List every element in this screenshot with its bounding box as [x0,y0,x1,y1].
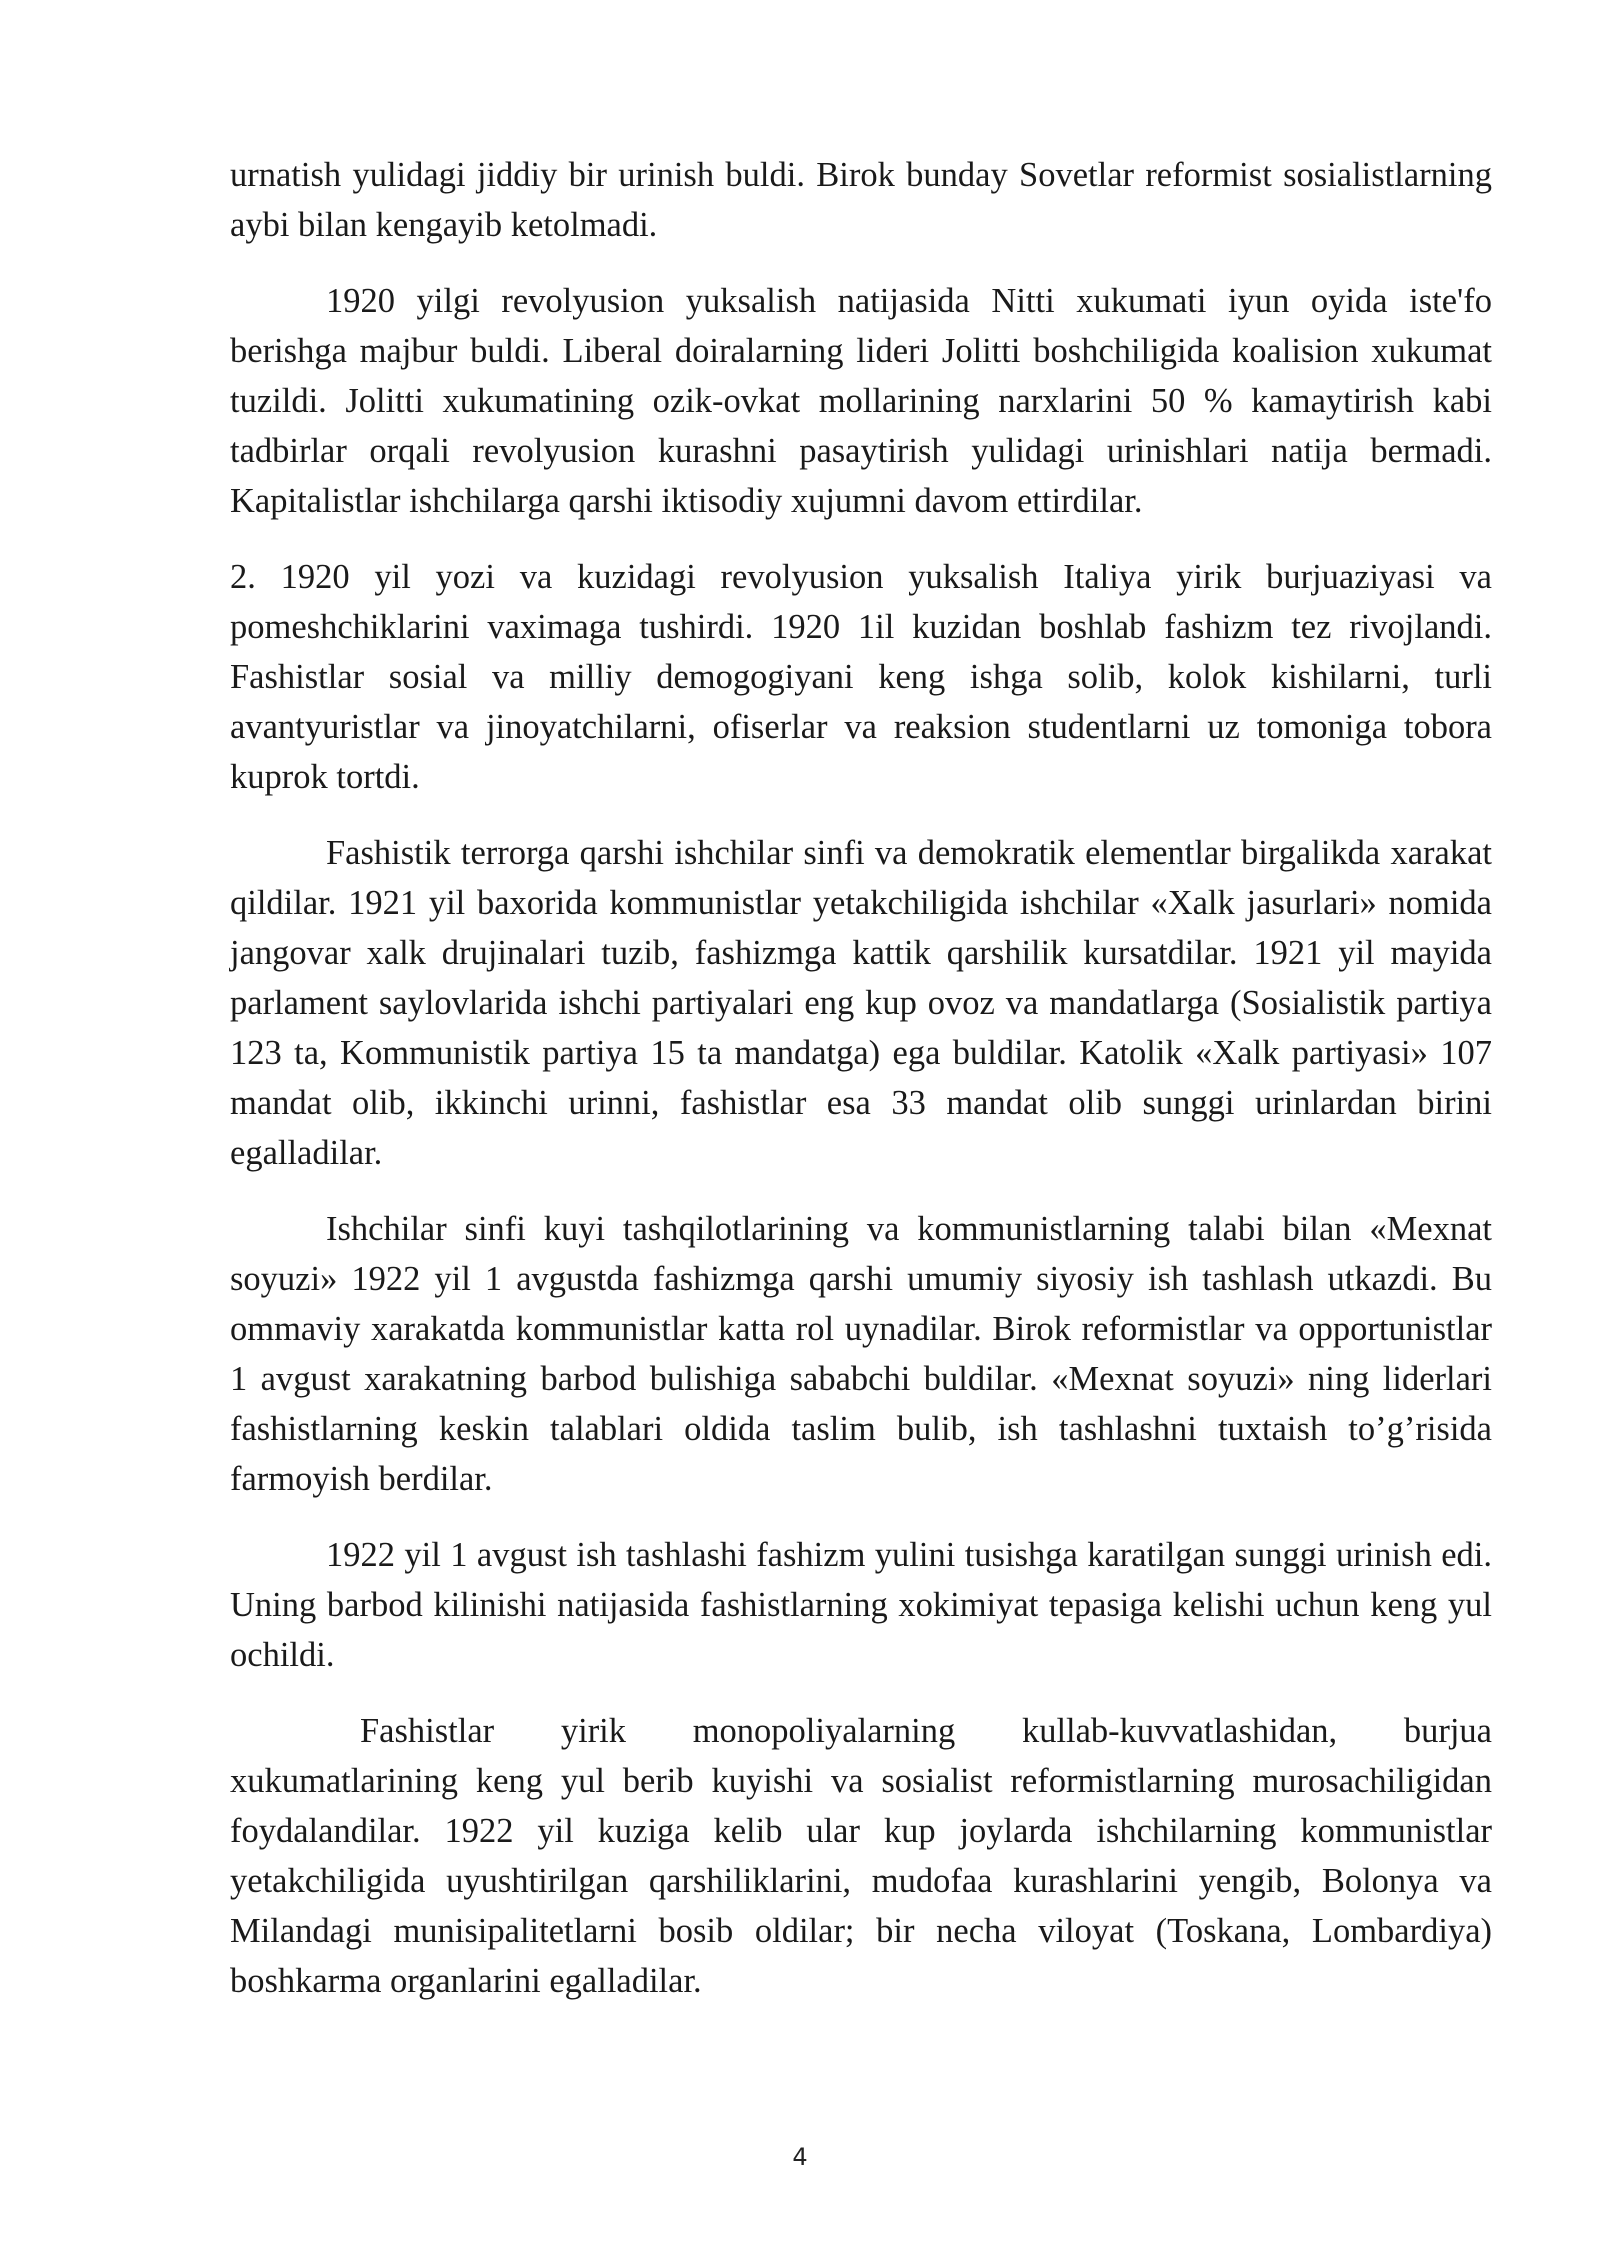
paragraph-1: urnatish yulidagi jiddiy bir urinish buldi. Birok bunday Sovetlar reformist sosialistlarning aybi bilan kengayib ketolmadi. [230,156,1492,244]
document-body [230,150,1492,2032]
paragraph-7: Fashistlar yirik monopoliyalarning kullab-kuvvatlashidan, burjua xukumatlarining keng yul berib kuyishi va sosialist reformistlarning murosachiligidan foydalandilar. 1922 yil kuziga kelib ular kup joylarda ishchilarning kommunistlar yetakchiligida uyushtirilgan qarshiliklarini, mudofaa kurashlarini yengib, Bolonya va Milandagi munisipalitetlarni bosib oldilar; bir necha viloyat (Toskana, Lombardiya) boshkarma organlarini egalladilar. [230,1712,1492,2000]
page-number: 4 [792,2143,808,2171]
paragraph-3: 2. 1920 yil yozi va kuzidagi revolyusion yuksalish Italiya yirik burjuaziyasi va pomeshchiklarini vaximaga tushirdi. 1920 1il kuzidan boshlab fashizm tez rivojlandi. Fashistlar sosial va milliy demogogiyani keng ishga solib, kolok kishilarni, turli avantyuristlar va jinoyatchilarni, ofiserlar va reaksion studentlarni uz tomoniga tobora kuprok tortdi. [230,558,1492,796]
paragraph-2: 1920 yilgi revolyusion yuksalish natijasida Nitti xukumati iyun oyida iste'fo berishga majbur buldi. Liberal doiralarning lideri Jolitti boshchiligida koalision xukumat tuzildi. Jolitti xukumatining ozik-ovkat mollarining narxlarini 50 % kamaytirish kabi tadbirlar orqali revolyusion kurashni pasaytirish yulidagi urinishlari natija bermadi. Kapitalistlar ishchilarga qarshi iktisodiy xujumni davom ettirdilar. [230,282,1492,520]
paragraph-5: Ishchilar sinfi kuyi tashqilotlarining va kommunistlarning talabi bilan «Mexnat soyuzi» 1922 yil 1 avgustda fashizmga qarshi umumiy siyosiy ish tashlash utkazdi. Bu ommaviy xarakatda kommunistlar katta rol uynadilar. Birok reformistlar va opportunistlar 1 avgust xarakatning barbod bulishiga sababchi buldilar. «Mexnat soyuzi» ning liderlari fashistlarning keskin talablari oldida taslim bulib, ish tashlashni tuxtaish to’g’risida farmoyish berdilar. [230,1210,1492,1498]
paragraph-6: 1922 yil 1 avgust ish tashlashi fashizm yulini tusishga karatilgan sunggi urinish edi. Uning barbod kilinishi natijasida fashistlarning xokimiyat tepasiga kelishi uchun keng yul ochildi. [230,1536,1492,1674]
paragraph-4: Fashistik terrorga qarshi ishchilar sinfi va demokratik elementlar birgalikda xarakat qildilar. 1921 yil baxorida kommunistlar yetakchiligida ishchilar «Xalk jasurlari» nomida jangovar xalk drujinalari tuzib, fashizmga kattik qarshilik kursatdilar. 1921 yil mayida parlament saylovlarida ishchi partiyalari eng kup ovoz va mandatlarga (Sosialistik partiya 123 ta, Kommunistik partiya 15 ta mandatga) ega buldilar. Katolik «Xalk partiyasi» 107 mandat olib, ikkinchi urinni, fashistlar esa 33 mandat olib sunggi urinlardan birini egalladilar. [230,834,1492,1172]
